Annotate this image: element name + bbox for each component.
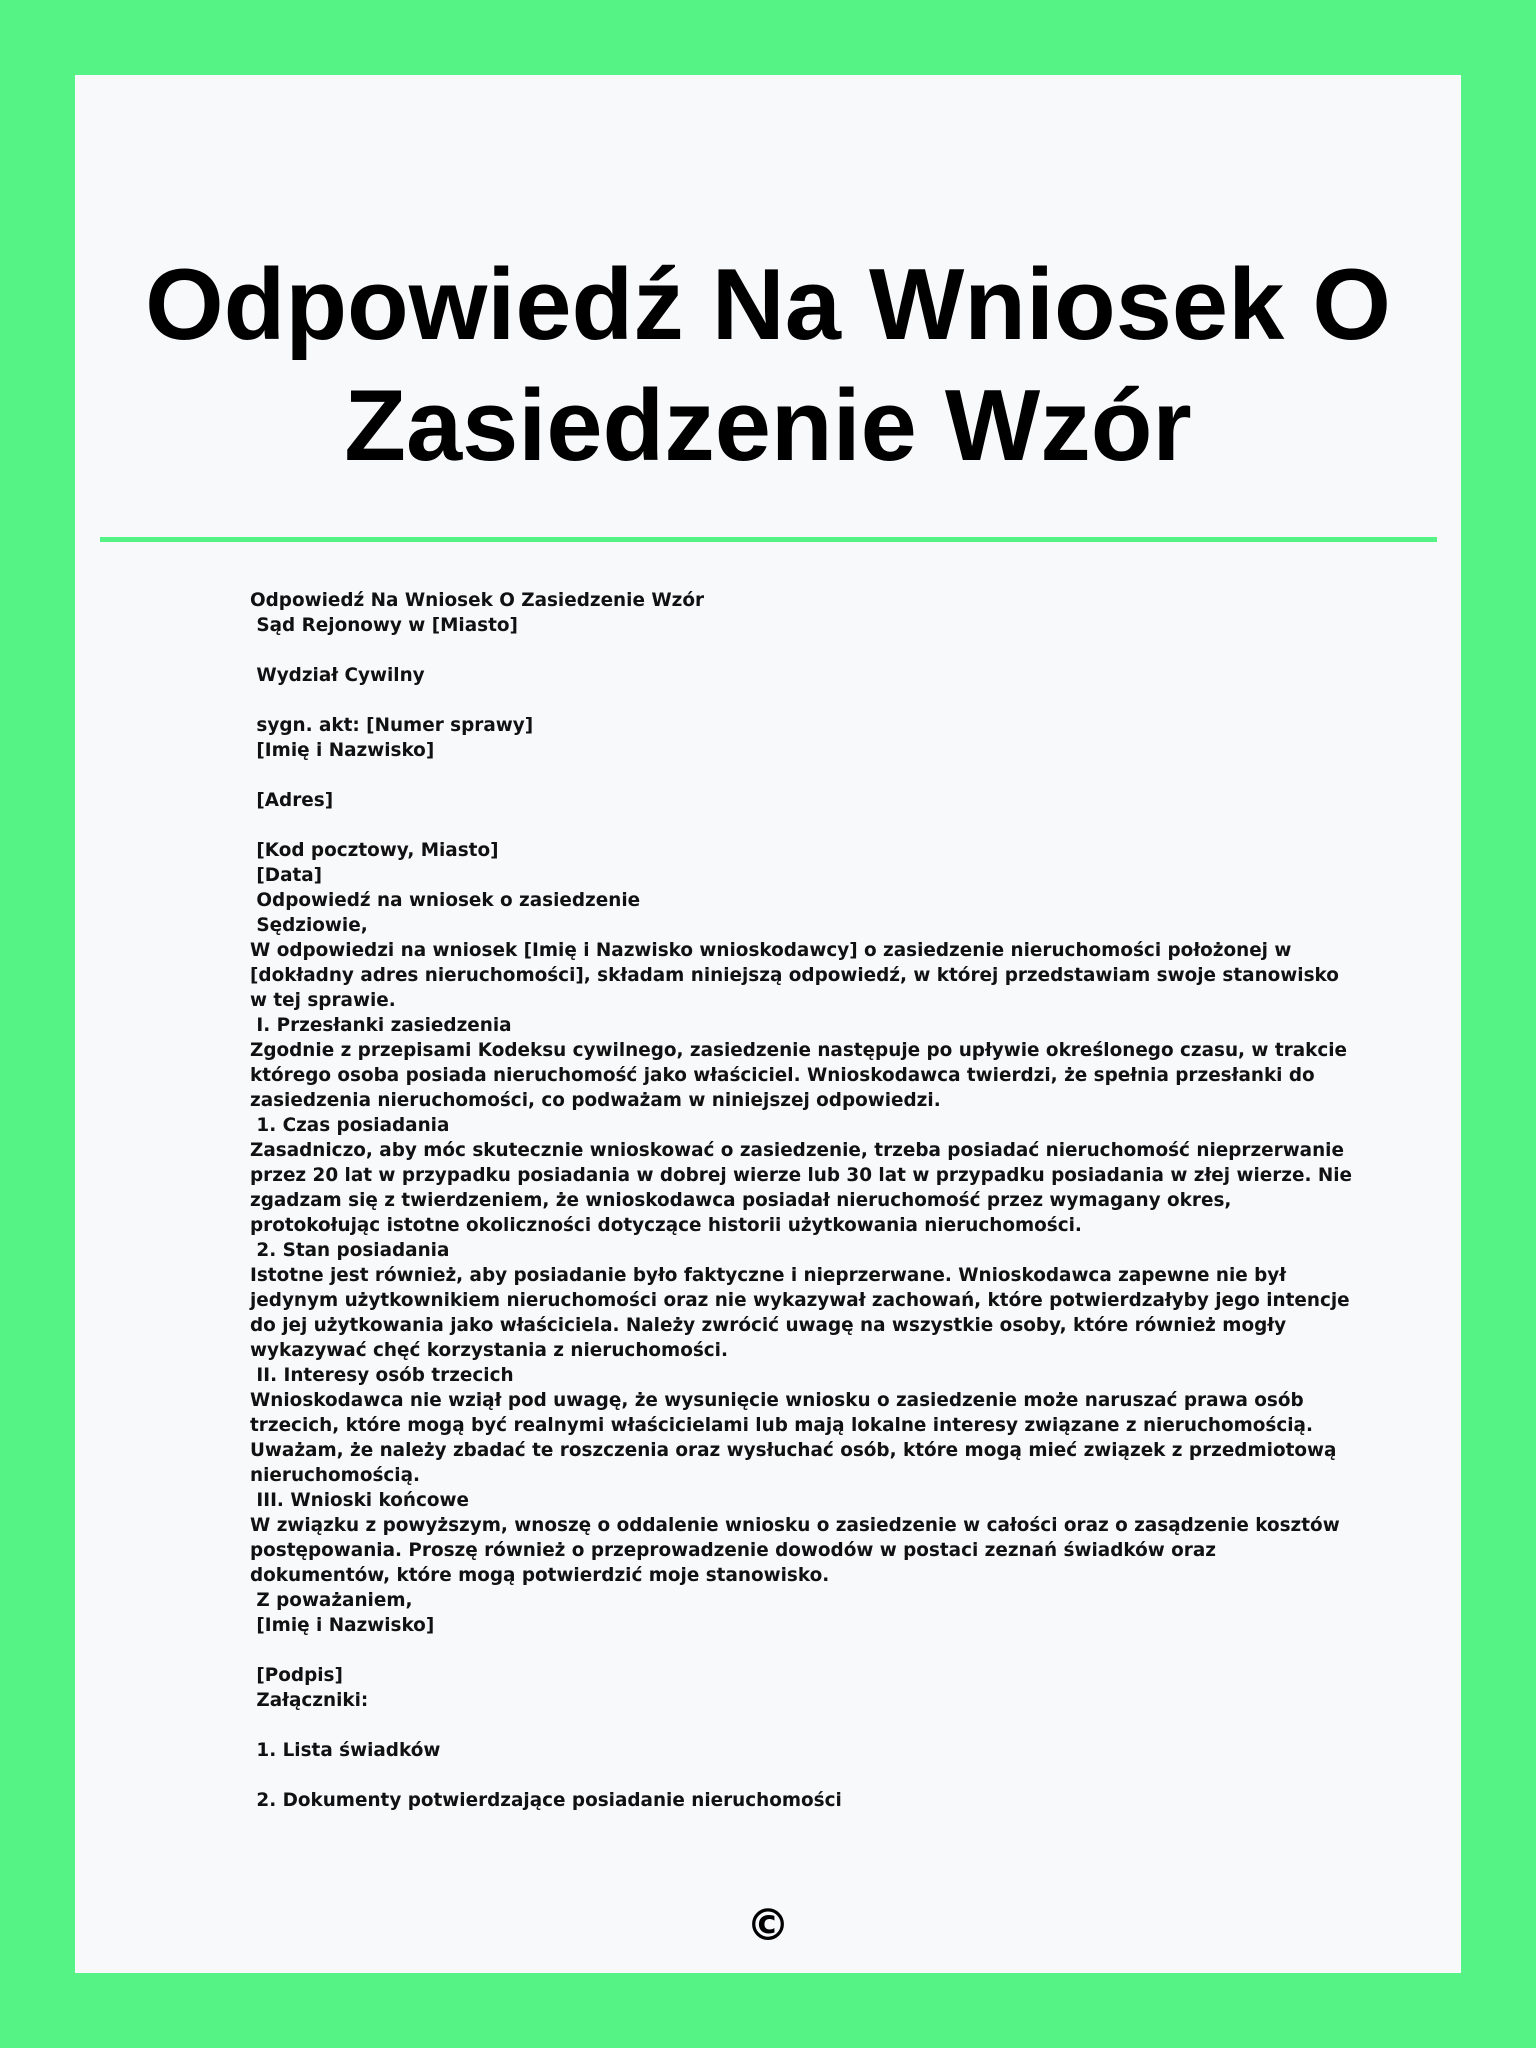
section-heading: III. Wnioski końcowe xyxy=(250,1490,469,1511)
section-heading: II. Interesy osób trzecich xyxy=(250,1365,514,1386)
paragraph-possession-state: Istotne jest również, aby posiadanie było faktyczne i nieprzerwane. Wnioskodawca zapewne nie był jedynym użytkownikiem nieruchomości oraz nie wykazywał zachowań, które potwierdzałyby jego intencje do jej użytkowania jako właściciela. Należy zwrócić uwagę na wszystkie osoby, które również mogły wykazywać chęć korzystania z nieruchomości. xyxy=(250,1265,1350,1361)
letter-line: Odpowiedź Na Wniosek O Zasiedzenie Wzór xyxy=(250,590,705,611)
closing-line xyxy=(250,1638,1360,1663)
closing-line xyxy=(250,1763,1360,1788)
paragraph-prerequisites: Zgodnie z przepisami Kodeksu cywilnego, zasiedzenie następuje po upływie określonego czasu, w trakcie którego osoba posiada nieruchomość jako właściciel. Wnioskodawca twierdzi, że spełnia przesłanki do zasiedzenia nieruchomości, co podważam w niniejszej odpowiedzi. xyxy=(250,1040,1348,1111)
paragraph-conclusions: W związku z powyższym, wnoszę o oddalenie wniosku o zasiedzenie w całości oraz o zasądzenie kosztów postępowania. Proszę również o przeprowadzenie dowodów w postaci zeznań świadków oraz dokumentów, które mogą potwierdzić moje stanowisko. xyxy=(250,1515,1340,1586)
letter-line xyxy=(250,813,1360,838)
letter-line: [Kod pocztowy, Miasto] xyxy=(250,840,499,861)
letter-line: [Data] xyxy=(250,865,323,886)
section-heading: I. Przesłanki zasiedzenia xyxy=(250,1015,512,1036)
letter-line: Odpowiedź na wniosek o zasiedzenie xyxy=(250,890,641,911)
letter-line xyxy=(250,763,1360,788)
letter-line: sygn. akt: [Numer sprawy] xyxy=(250,715,534,736)
closing-line: Z poważaniem, xyxy=(250,1590,413,1611)
paragraph-third-parties: Wnioskodawca nie wziął pod uwagę, że wysunięcie wniosku o zasiedzenie może naruszać prawa osób trzecich, które mogą być realnymi właścicielami lub mają lokalne interesy związane z nieruchomością. Uważam, że należy zbadać te roszczenia oraz wysłuchać osób, które mogą mieć związek z przedmiotową nieruchomością. xyxy=(250,1390,1337,1486)
letter-line xyxy=(250,688,1360,713)
letter-line: Sędziowie, xyxy=(250,915,368,936)
closing-line: [Podpis] xyxy=(250,1665,343,1686)
page-title: Odpowiedź Na Wniosek O Zasiedzenie Wzór xyxy=(145,249,1391,482)
section-heading: 1. Czas posiadania xyxy=(250,1115,450,1136)
closing-line: 2. Dokumenty potwierdzające posiadanie nieruchomości xyxy=(250,1790,842,1811)
title-divider xyxy=(100,537,1437,542)
paragraph-intro: W odpowiedzi na wniosek [Imię i Nazwisko wnioskodawcy] o zasiedzenie nieruchomości położonej w [dokładny adres nieruchomości], składam niniejszą odpowiedź, w której przedstawiam swoje stanowisko w tej sprawie. xyxy=(250,940,1339,1011)
letter-line: [Adres] xyxy=(250,790,334,811)
letter-line: Wydział Cywilny xyxy=(250,665,425,686)
letter-line xyxy=(250,638,1360,663)
section-heading: 2. Stan posiadania xyxy=(250,1240,450,1261)
letter-line: [Imię i Nazwisko] xyxy=(250,740,435,761)
document-page xyxy=(75,75,1461,1973)
paragraph-possession-time: Zasadniczo, aby móc skutecznie wnioskować o zasiedzenie, trzeba posiadać nieruchomość nieprzerwanie przez 20 lat w przypadku posiadania w dobrej wierze lub 30 lat w przypadku posiadania w złej wierze. Nie zgadzam się z twierdzeniem, że wnioskodawca posiadał nieruchomość przez wymagany okres, protokołując istotne okoliczności dotyczące historii użytkowania nieruchomości. xyxy=(250,1140,1353,1236)
closing-line: [Imię i Nazwisko] xyxy=(250,1615,435,1636)
letter-line: Sąd Rejonowy w [Miasto] xyxy=(250,615,518,636)
copyright-icon: © xyxy=(746,1900,790,1951)
letter-body xyxy=(250,588,1360,1813)
closing-line: Załączniki: xyxy=(250,1690,369,1711)
closing-line xyxy=(250,1713,1360,1738)
closing-line: 1. Lista świadków xyxy=(250,1740,441,1761)
